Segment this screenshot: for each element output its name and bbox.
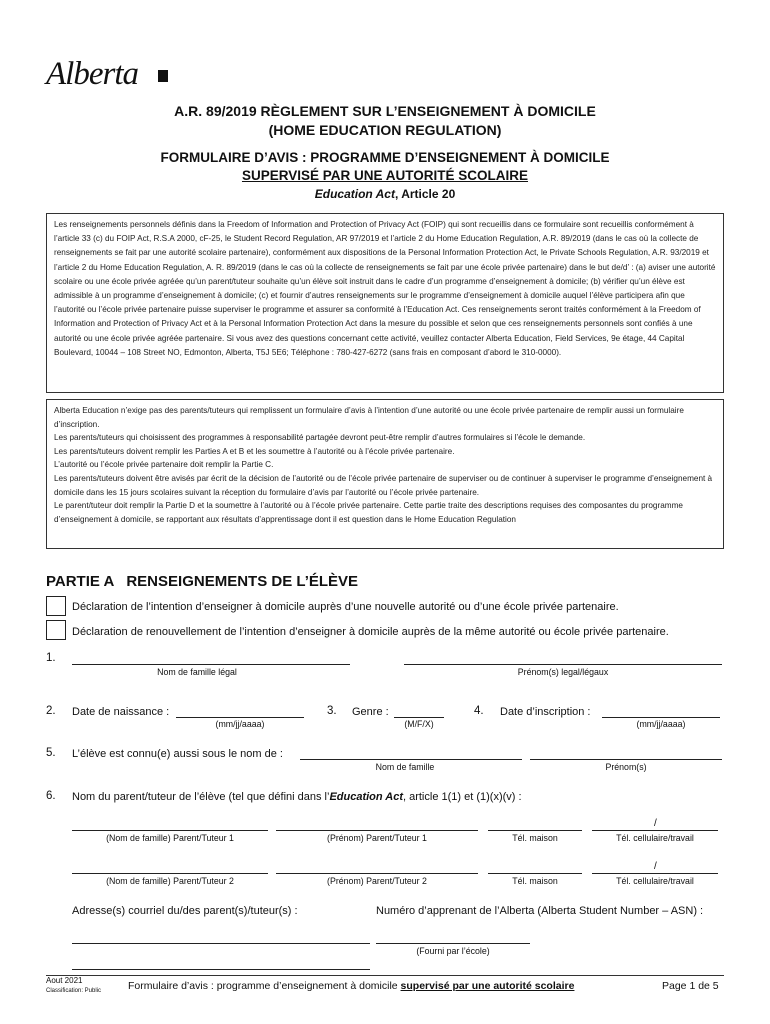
part-a-title: RENSEIGNEMENTS DE L’ÉLÈVE [126, 573, 359, 590]
parent2-cell-phone-field[interactable] [592, 873, 718, 874]
parent1-last-name-label: (Nom de famille) Parent/Tuteur 1 [106, 833, 234, 843]
gender-hint: (M/F/X) [404, 719, 434, 729]
info-line: L’autorité ou l’école privée partenaire doit remplir la Partie C. [54, 460, 274, 470]
info-notice-box [46, 399, 724, 549]
q3-number: 3. [327, 705, 337, 717]
footer-form-name-pre: Formulaire d’avis : programme d’enseignement à domicile [128, 980, 401, 992]
parent1-home-phone-label: Tél. maison [512, 833, 558, 843]
q1-number: 1. [46, 652, 56, 664]
alias-label: L’élève est connu(e) aussi sous le nom de : [72, 748, 283, 760]
parent-name-label [72, 791, 522, 803]
footer-form-name [128, 980, 574, 992]
parent1-first-name-field[interactable] [276, 830, 478, 831]
parent2-home-phone-field[interactable] [488, 873, 582, 874]
form-subtitle: SUPERVISÉ PAR UNE AUTORITÉ SCOLAIRE [241, 168, 529, 183]
parent-email-field[interactable] [72, 943, 370, 944]
privacy-notice-text: Les renseignements personnels définis dans la Freedom of Information and Protection of Privacy Act (FOIP) qui sont recueillis dans ce formulaire sont recueillis conformément à l’article 33 (c) du FOIP Act, R.S.A 2000, cF-25, le Student Record Regulation, AR 97/2019 et l’article 2 du Home Education Regulation, A.R. 89/2019 (dans le cas où la collecte de renseignements se fait par une autorité scolaire partenaire), conformément aux dispositions de la Personal Information Protection Act, le Private Schools Regulation, A.R. 93/2019 et l’article 2 du Home Education Regulation, A. R. 89/2019 (dans le cas où la collecte de renseignements se fait par une école privée partenaire) dans le but de/d’ : (a) aviser une autorité scolaire ou une école privée agréée qu’un parent/tuteur souhaite qu’un élève soit instruit dans le cadre d’un programme d’enseignement à domicile; (b) vérifier qu’un élève est admissible à un programme d’enseignement à domicile; (c) et fournir d’autres renseignements sur le programme d’enseignement à domicile auquel l’élève participera afin que l’autorité ou l’école privée partenaire puisse superviser le programme et assurer sa conformité à l’Education Act. Ces renseignements seront traités conformément à la Freedom of Information and Protection of Privacy Act et à la Personal Information Protection Act dans la mesure du possible et selon que ces renseignements personnels sont confiés à une autorité ou une école privée agréée partenaire. Si vous avez des questions concernant cette activité, veuillez contacter Alberta Education, Field Services, 9e étage, 44 Capital Boulevard, 10044 – 108 Street NO, Edmonton, Alberta, T5J 5E6; Téléphone : 780-427-6272 (sans frais en composant d’abord le 310-0000). [54, 220, 716, 357]
act-reference-article: , Article 20 [394, 187, 456, 201]
enrollment-date-hint: (mm/jj/aaaa) [636, 719, 686, 729]
new-declaration-checkbox[interactable] [46, 596, 66, 616]
act-reference-name: Education Act [314, 187, 395, 201]
asn-field[interactable] [376, 943, 530, 944]
asn-label: Numéro d’apprenant de l’Alberta (Alberta Student Number – ASN) : [376, 905, 704, 917]
q6-number: 6. [46, 790, 56, 802]
gender-label: Genre : [352, 706, 389, 718]
info-line: Les parents/tuteurs qui choisissent des programmes à responsabilité partagée devront peut-être remplir d’autres formulaires si l’école le demande. [54, 433, 586, 443]
gender-field[interactable] [394, 717, 444, 718]
parent1-cell-phone-field[interactable] [592, 830, 718, 831]
parent2-home-phone-label: Tél. maison [512, 876, 558, 886]
parent1-cell-phone-label: Tél. cellulaire/travail [616, 833, 694, 843]
alias-last-name-field[interactable] [300, 759, 522, 760]
parent1-first-name-label: (Prénom) Parent/Tuteur 1 [327, 833, 427, 843]
parent-name-label-act: Education Act [329, 791, 403, 803]
info-line: Les parents/tuteurs doivent être avisés par écrit de la décision de l’autorité ou de l’école privée partenaire de superviser ou de continuer à superviser le programme d’enseignement à domicile dans les 15 jours scolaires suivant la réception du formulaire d’avis par l’autorité ou l’école privée partenaire. [54, 473, 713, 497]
parent-name-label-post: , article 1(1) et (1)(x)(v) : [402, 791, 522, 803]
parent-name-label-pre: Nom du parent/tuteur de l’élève (tel que défini dans l’ [72, 791, 330, 803]
page-number: Page 1 de 5 [662, 980, 719, 992]
regulation-title: A.R. 89/2019 RÈGLEMENT SUR L’ENSEIGNEMENT À DOMICILE [174, 103, 596, 119]
legal-last-name-field[interactable] [72, 664, 350, 665]
act-reference [0, 187, 770, 201]
new-declaration-label: Déclaration de l’intention d’enseigner à domicile auprès d’une nouvelle autorité ou d’une école privée partenaire. [72, 601, 619, 613]
alias-first-name-field[interactable] [530, 759, 722, 760]
parent1-phone-separator: / [654, 818, 657, 829]
birthdate-hint: (mm/jj/aaaa) [215, 719, 265, 729]
footer-classification: Classification: Public [46, 988, 102, 994]
footer-meta [46, 976, 101, 996]
parent1-last-name-field[interactable] [72, 830, 268, 831]
alberta-logo-mark [158, 70, 168, 82]
birthdate-label: Date de naissance : [72, 706, 170, 718]
alias-first-name-label: Prénom(s) [605, 762, 647, 772]
parent2-last-name-label: (Nom de famille) Parent/Tuteur 2 [106, 876, 234, 886]
enrollment-date-label: Date d’inscription : [500, 706, 591, 718]
footer-form-name-emphasis: supervisé par une autorité scolaire [400, 980, 575, 992]
alberta-logo: Alberta [46, 56, 138, 92]
info-line: Alberta Education n’exige pas des parents/tuteurs qui remplissent un formulaire d’avis à l’intention d’une autorité ou une école privée partenaire de remplir aussi un formulaire d’inscription. [54, 406, 684, 429]
renewal-declaration-checkbox[interactable] [46, 620, 66, 640]
parent1-home-phone-field[interactable] [488, 830, 582, 831]
enrollment-date-field[interactable] [602, 717, 720, 718]
legal-first-name-field[interactable] [404, 664, 722, 665]
renewal-declaration-label: Déclaration de renouvellement de l’intention d’enseigner à domicile auprès de la même autorité ou école privée partenaire. [72, 626, 669, 638]
info-line: Les parents/tuteurs doivent remplir les Parties A et B et les soumettre à l’autorité ou à l’école privée partenaire. [54, 446, 455, 456]
part-a-label: PARTIE A [46, 573, 115, 590]
parent2-cell-phone-label: Tél. cellulaire/travail [616, 876, 694, 886]
regulation-title-english: (HOME EDUCATION REGULATION) [268, 122, 502, 138]
legal-first-name-label: Prénom(s) legal/légaux [517, 667, 609, 677]
parent-email-label: Adresse(s) courriel du/des parent(s)/tuteur(s) : [72, 905, 298, 917]
parent2-first-name-label: (Prénom) Parent/Tuteur 2 [327, 876, 427, 886]
parent2-last-name-field[interactable] [72, 873, 268, 874]
parent-email-field-2[interactable] [72, 969, 370, 970]
q2-number: 2. [46, 705, 56, 717]
legal-last-name-label: Nom de famille légal [157, 667, 237, 677]
q4-number: 4. [474, 705, 484, 717]
part-a-heading [46, 573, 370, 590]
info-line: Le parent/tuteur doit remplir la Partie D et la soumettre à l’autorité ou à l’école privée partenaire. Cette partie traite des descriptions requises des composantes du programme d’enseignement à domicile, se rapportant aux résultats d’apprentissage dont il est question dans le Home Education Regulation [54, 501, 683, 524]
privacy-notice-box [46, 213, 724, 393]
footer-divider [46, 975, 724, 976]
footer-date: Aout 2021 [46, 976, 83, 985]
q5-number: 5. [46, 747, 56, 759]
parent2-first-name-field[interactable] [276, 873, 478, 874]
alias-last-name-label: Nom de famille [375, 762, 435, 772]
parent2-phone-separator: / [654, 861, 657, 872]
birthdate-field[interactable] [176, 717, 304, 718]
asn-hint: (Fourni par l’école) [416, 946, 490, 956]
form-title: FORMULAIRE D’AVIS : PROGRAMME D’ENSEIGNEMENT À DOMICILE [160, 150, 610, 165]
